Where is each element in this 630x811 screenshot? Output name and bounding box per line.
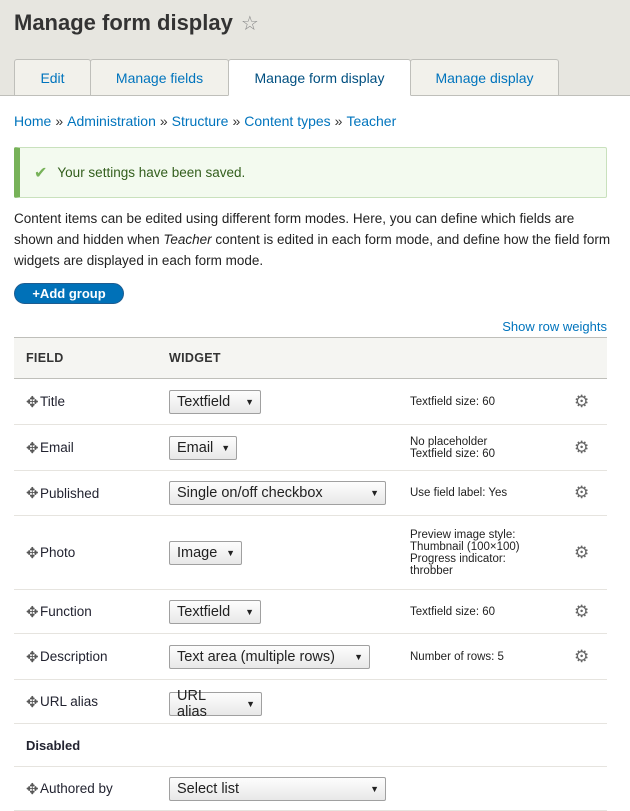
description-part2: content is edited in each form mode, and define how the field form widgets are displayed in each form mode. <box>14 232 611 268</box>
table-row <box>14 680 607 724</box>
gear-icon[interactable]: ⚙ <box>574 483 590 502</box>
dropdown-arrow-icon: ▼ <box>245 396 254 407</box>
dropdown-arrow-icon: ▼ <box>226 547 235 558</box>
table-row <box>14 767 607 811</box>
description-part1: Content items can be edited using different form modes. Here, you can define which fields are shown and hidden when <box>14 211 575 247</box>
star-icon[interactable]: ☆ <box>240 12 259 35</box>
status-text: Your settings have been saved. <box>57 165 246 180</box>
table-row <box>14 379 607 425</box>
summary-line: throbber <box>410 564 453 577</box>
page-title-text: Manage form display <box>14 10 233 35</box>
table-row <box>14 634 607 680</box>
summary-line: No placeholder <box>410 435 488 448</box>
breadcrumb-content-types[interactable]: Content types <box>244 113 331 129</box>
breadcrumb-separator: » <box>159 113 168 129</box>
breadcrumb-separator: » <box>55 113 64 129</box>
summary-line: Textfield size: 60 <box>410 447 496 460</box>
disabled-region-title: Disabled <box>14 724 607 767</box>
table-row <box>14 425 607 471</box>
breadcrumb-home[interactable]: Home <box>14 113 52 129</box>
widget-select-value: Image <box>177 544 218 561</box>
widget-select[interactable] <box>169 481 386 505</box>
column-header-field: FIELD <box>26 351 64 365</box>
widget-select[interactable] <box>169 687 262 720</box>
widget-select[interactable] <box>169 436 237 460</box>
tab-manage-form-display[interactable]: Manage form display <box>228 59 411 96</box>
tab-manage-fields[interactable]: Manage fields <box>90 59 229 95</box>
gear-icon[interactable]: ⚙ <box>574 437 590 457</box>
table-row <box>14 590 607 634</box>
primary-tabs <box>14 59 558 96</box>
widget-select[interactable] <box>169 600 261 624</box>
widget-select[interactable] <box>169 777 386 801</box>
field-name: Title <box>40 394 66 409</box>
drag-handle-icon[interactable]: ✥ <box>26 393 39 411</box>
gear-icon[interactable]: ⚙ <box>574 391 590 411</box>
tab-edit[interactable]: Edit <box>14 59 91 95</box>
field-name: Function <box>40 604 92 619</box>
table-row <box>14 471 607 516</box>
summary-line: Progress indicator: <box>410 552 506 565</box>
field-name: Email <box>40 440 74 455</box>
widget-select-value: Textfield <box>177 393 231 410</box>
widget-select-value: Text area (multiple rows) <box>177 648 335 665</box>
widget-select-value: Email <box>177 439 214 456</box>
breadcrumb-teacher[interactable]: Teacher <box>346 113 397 129</box>
drag-handle-icon[interactable]: ✥ <box>26 780 39 798</box>
field-name: URL alias <box>40 694 99 709</box>
description-text <box>14 208 614 271</box>
widget-select-value: Select list <box>177 780 240 797</box>
drag-handle-icon[interactable]: ✥ <box>26 439 39 457</box>
add-group-button[interactable]: +Add group <box>14 283 124 304</box>
field-name: Authored by <box>40 781 113 796</box>
gear-icon[interactable]: ⚙ <box>574 646 590 666</box>
check-icon: ✔ <box>34 164 48 182</box>
dropdown-arrow-icon: ▼ <box>245 606 254 617</box>
widget-summary <box>410 651 570 663</box>
drag-handle-icon[interactable]: ✥ <box>26 544 39 562</box>
summary-line: Use field label: Yes <box>410 487 508 499</box>
summary-line: Textfield size: 60 <box>410 605 496 618</box>
summary-line: Textfield size: 60 <box>410 395 496 408</box>
gear-icon[interactable]: ⚙ <box>574 601 590 621</box>
widget-summary <box>410 396 570 408</box>
breadcrumb-structure[interactable]: Structure <box>171 113 229 129</box>
dropdown-arrow-icon: ▼ <box>370 783 379 794</box>
field-name: Published <box>40 485 100 501</box>
dropdown-arrow-icon: ▼ <box>246 698 255 709</box>
dropdown-arrow-icon: ▼ <box>221 442 231 453</box>
description-emphasis: Teacher <box>163 232 212 247</box>
breadcrumb-separator: » <box>334 113 343 129</box>
column-header-widget: WIDGET <box>169 351 221 365</box>
widget-summary <box>410 436 570 460</box>
widget-select-value: Single on/off checkbox <box>177 485 323 501</box>
widget-select-value: Textfield <box>177 603 231 620</box>
show-row-weights-link[interactable]: Show row weights <box>502 319 607 334</box>
field-table <box>14 337 607 811</box>
widget-summary <box>410 487 570 499</box>
breadcrumb-administration[interactable]: Administration <box>67 113 156 129</box>
drag-handle-icon[interactable]: ✥ <box>26 603 39 621</box>
widget-summary <box>410 529 570 577</box>
widget-select[interactable] <box>169 541 242 565</box>
drag-handle-icon[interactable]: ✥ <box>26 485 39 502</box>
gear-icon[interactable]: ⚙ <box>574 542 590 562</box>
summary-line: Preview image style: <box>410 528 516 541</box>
table-header <box>14 338 607 379</box>
dropdown-arrow-icon: ▼ <box>370 488 379 498</box>
page-title <box>14 10 259 36</box>
page-header <box>0 0 630 96</box>
widget-select[interactable] <box>169 390 261 414</box>
widget-select-value: URL alias <box>177 687 207 720</box>
widget-select[interactable] <box>169 645 370 669</box>
summary-line: Number of rows: 5 <box>410 650 504 663</box>
widget-summary <box>410 606 570 618</box>
table-row <box>14 516 607 590</box>
status-message <box>14 147 607 198</box>
drag-handle-icon[interactable]: ✥ <box>26 693 39 711</box>
dropdown-arrow-icon: ▼ <box>354 651 363 662</box>
summary-line: Thumbnail (100×100) <box>410 540 520 553</box>
field-name: Photo <box>40 545 76 560</box>
breadcrumb <box>14 113 396 129</box>
breadcrumb-separator: » <box>232 113 241 129</box>
tab-manage-display[interactable]: Manage display <box>410 59 559 95</box>
field-name: Description <box>40 649 108 664</box>
drag-handle-icon[interactable]: ✥ <box>26 648 39 666</box>
